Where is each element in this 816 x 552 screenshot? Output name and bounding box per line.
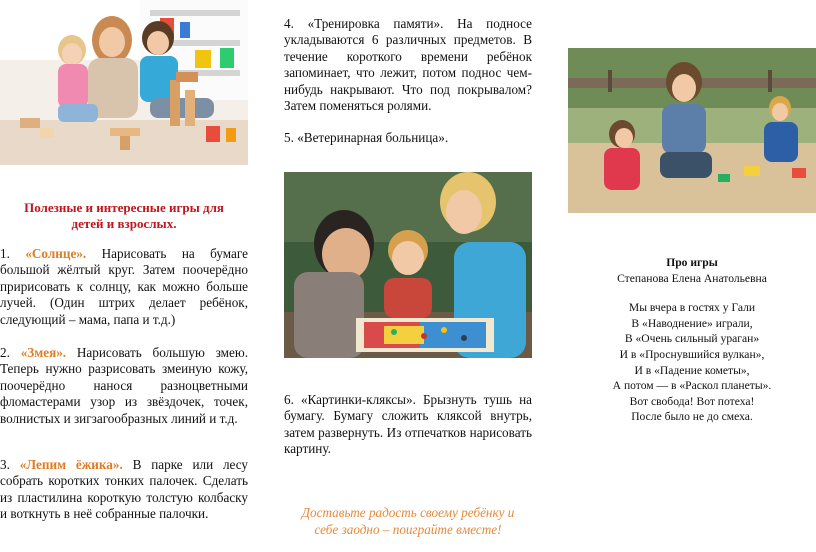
game-sun-name: «Солнце».: [25, 246, 87, 261]
poem-line: В «Наводнение» играли,: [631, 316, 753, 330]
game-hedgehog-number: 3.: [0, 457, 20, 472]
game-sun-number: 1.: [0, 246, 26, 261]
poem-line: После было не до смеха.: [631, 410, 753, 424]
games-heading: [0, 200, 248, 232]
game-blots: 6. «Картинки-кляксы». Брызнуть тушь на бумагу. Бумагу сложить кляксой внутрь, затем развернуть. Из отпечатков нарисовать картину.: [284, 392, 532, 457]
game-sun-text: Нарисовать на бумаге большой жёлтый круг. Затем поочерёдно пририсовать к солнцу, как можно больше лучей. (Один штрих делает ребёнок, следующий – мама, папа и т.д.): [0, 246, 248, 327]
games-heading-line1: Полезные и интересные игры для: [24, 200, 224, 215]
game-vet-hospital: 5. «Ветеринарная больница».: [284, 130, 449, 145]
poem-line: А потом — в «Раскол планеты».: [612, 379, 772, 393]
game-hedgehog-name: «Лепим ёжика».: [19, 457, 123, 472]
game-hedgehog: [0, 457, 248, 523]
poem: [568, 255, 816, 425]
game-snake-number: 2.: [0, 345, 21, 360]
footer-slogan: [284, 504, 532, 538]
poem-line: В «Очень сильный ураган»: [624, 332, 760, 346]
poem-author: Степанова Елена Анатольевна: [617, 271, 767, 285]
footer-slogan-line1: Доставьте радость своему ребёнку и: [301, 505, 515, 520]
footer-slogan-line2: себе заодно – поиграйте вместе!: [314, 522, 502, 537]
photo-mother-children-sandbox: [568, 48, 816, 213]
game-memory: 4. «Тренировка памяти». На подносе укладываются 6 различных предметов. В течение короткого времени ребёнок запоминает, что лежит, потом поднос чем-нибудь накрывают. Что под покрывалом? Затем поменяться ролями.: [284, 16, 532, 114]
game-snake: [0, 345, 248, 427]
game-hedgehog-text: В парке или лесу собрать коротких тонких палочек. Сделать из пластилина короткую толстую колбаску и воткнуть в неё собранные палочки.: [0, 457, 248, 522]
games-heading-line2: детей и взрослых.: [71, 216, 177, 231]
poem-line: И в «Проснувшийся вулкан»,: [619, 347, 765, 361]
game-snake-text: Нарисовать большую змею. Теперь нужно разрисовать змеиную кожу, поочерёдно нанося разноцветными фломастерами узор из звёздочек, точек, волнистых и зигзагообразных линий и т.д.: [0, 345, 248, 426]
photo-family-board-game: [284, 172, 532, 358]
poem-line: И в «Падение кометы»,: [634, 363, 750, 377]
poem-line: Мы вчера в гостях у Гали: [628, 301, 756, 315]
photo-mother-children-blocks: [0, 0, 248, 165]
poem-title: Про игры: [666, 256, 718, 269]
game-snake-name: «Змея».: [20, 345, 67, 360]
game-sun: [0, 246, 248, 328]
poem-line: Вот свобода! Вот потеха!: [629, 394, 755, 408]
